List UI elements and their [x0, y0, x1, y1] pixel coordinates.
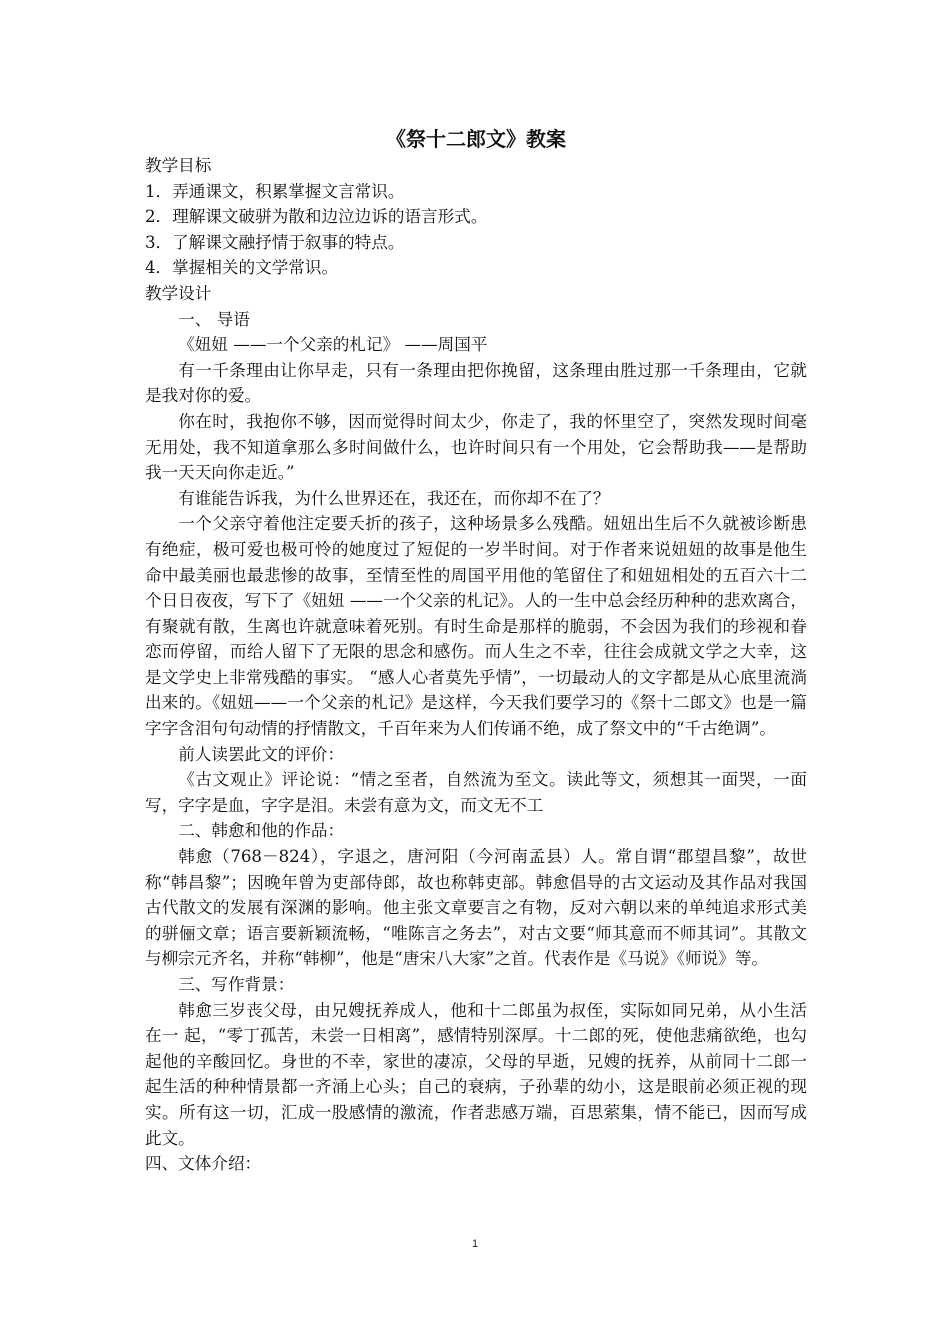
section-heading-background: 三、写作背景：: [178, 975, 295, 994]
page-title: 《祭十二郎文》教案: [386, 127, 566, 151]
goal-item: 2．理解课文破骈为散和边泣边诉的语言形式。: [145, 207, 488, 227]
poem-title: 《妞妞 ——一个父亲的札记》 ——周国平: [178, 335, 488, 355]
paragraph: 有一千条理由让你早走，只有一条理由把你挽留，这条理由胜过那一千条理由，它就是我对你的爱。: [145, 360, 807, 406]
review-heading: 前人读罢此文的评价：: [178, 744, 345, 764]
page-number: 1: [471, 1238, 479, 1250]
goal-item: 3．了解课文融抒情于叙事的特点。: [145, 232, 405, 252]
paragraph: 韩愈三岁丧父母，由兄嫂抚养成人，他和十二郎虽为叔侄，实际如同兄弟，从小生活在一 起，“零丁孤苦，未尝一日相离”，感情特别深厚。十二郎的死，使他悲痛欲绝，也勾起他的辛酸回忆。身世的不幸，家世的凄凉，父母的早逝，兄嫂的抚养，从前同十二郎一起生活的种种情景都一齐涌上心头；自己的衰病，子孙辈的幼小，这是眼前必须正视的现实。所有这一切，汇成一股感情的激流，作者悲感万端，百思萦集，情不能已，因而写成此文。: [145, 1000, 807, 1148]
document-body: [145, 126, 807, 1177]
section-heading-genre: 四、文体介绍：: [145, 1154, 262, 1174]
paragraph: 韩愈（768－824），字退之，唐河阳（今河南孟县）人。常自谓“郡望昌黎”，故世称“韩昌黎”；因晚年曾为吏部侍郎，故也称韩吏部。韩愈倡导的古文运动及其作品对我国古代散文的发展有深渊的影响。他主张文章要言之有物，反对六朝以来的单纯追求形式美的骈俪文章；语言要新颖流畅，“唯陈言之务去”，对古文要“师其意而不师其词”。其散文与柳宗元齐名，并称“韩柳”，他是“唐宋八大家”之首。代表作是《马说》《师说》等。: [145, 847, 807, 969]
paragraph: 《古文观止》评论说：“情之至者，自然流为至文。读此等文，须想其一面哭，一面写，字字是血，字字是泪。未尝有意为文，而文无不工: [145, 770, 807, 815]
goal-item: 4．掌握相关的文学常识。: [145, 258, 339, 278]
paragraph: 一个父亲守着他注定要夭折的孩子，这种场景多么残酷。妞妞出生后不久就被诊断患有绝症，极可爱也极可怜的她度过了短促的一岁半时间。对于作者来说妞妞的故事是他生命中最美丽也最悲惨的故事，至情至性的周国平用他的笔留住了和妞妞相处的五百六十二个日日夜夜，写下了《妞妞 ——一个父亲的札记》。人的一生中总会经历种种的悲欢离合，有聚就有散，生离也许就意味着死别。有时生命是那样的脆弱，不会因为我们的珍视和眷恋而停留，而给人留下了无限的思念和感伤。而人生之不幸，往往会成就文学之大幸，这是文学史上非常残酷的事实。 “感人心者莫先乎情”，一切最动人的文字都是从心底里流淌出来的。《妞妞——一个父亲的札记》是这样，今天我们要学习的《祭十二郎文》也是一篇字字含泪句句动情的抒情散文，千百年来为人们传诵不绝，成了祭文中的“千古绝调”。: [145, 514, 807, 739]
section-heading-intro: 一、 导语: [178, 309, 250, 329]
section-heading-han-yu: 二、韩愈和他的作品：: [178, 821, 345, 841]
design-heading: 教学设计: [145, 283, 212, 303]
paragraph: 你在时，我抱你不够，因而觉得时间太少，你走了，我的怀里空了，突然发现时间毫无用处，我不知道拿那么多时间做什么，也许时间只有一个用处，它会帮助我——是帮助我一天天向你走近。”: [145, 411, 807, 483]
goal-item: 1．弄通课文，积累掌握文言常识。: [145, 181, 405, 201]
goals-heading: 教学目标: [145, 156, 212, 175]
paragraph: 有谁能告诉我，为什么世界还在，我还在，而你却不在了？: [178, 488, 610, 508]
